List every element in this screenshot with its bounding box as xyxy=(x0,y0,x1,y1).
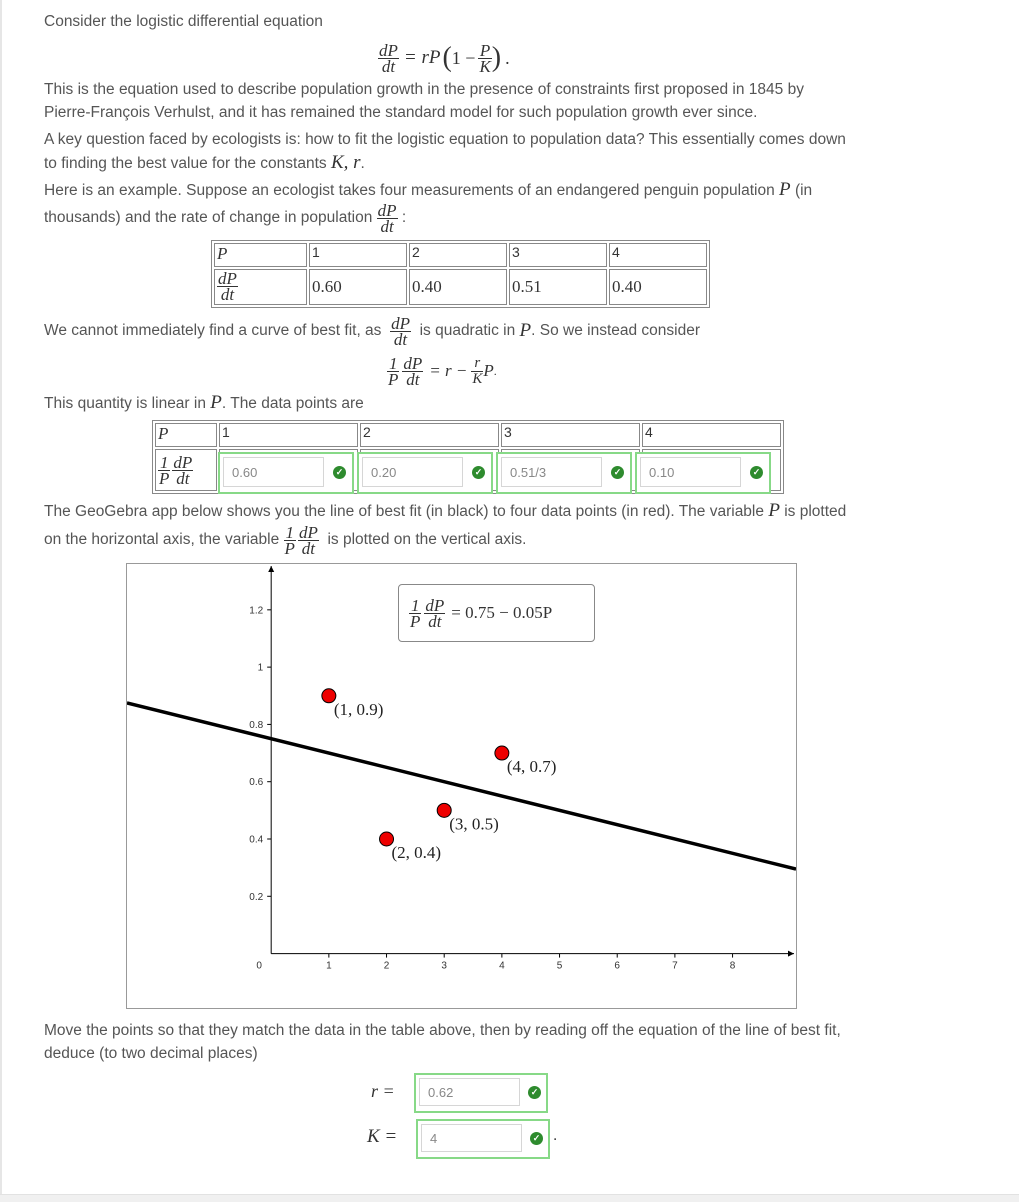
table2-p-3: 3 xyxy=(501,423,640,447)
para4: We cannot immediately find a curve of best fit, as $\frac{dP}{dt}$ is quadratic in P . So we instead consider xyxy=(44,313,701,349)
para1-line2: Pierre-François Verhulst, and it has remained the standard model for such population growth ever since. xyxy=(44,104,758,121)
answer-input-4[interactable]: 0.10 xyxy=(640,457,741,487)
logistic-equation xyxy=(378,38,510,78)
table1-p-3: 3 xyxy=(509,243,607,267)
r-answer-field xyxy=(414,1073,548,1113)
para2-line2: to finding the best value for the constants K, r. xyxy=(44,152,365,173)
eq-paren-close: ) xyxy=(491,42,502,73)
left-border xyxy=(0,0,2,1201)
x-axis-arrow xyxy=(788,951,794,957)
answer-field-4 xyxy=(635,452,771,494)
x-tick-label: 0 xyxy=(256,960,262,972)
linearized-equation: $\frac{1}{P}$ $\frac{dP}{dt}$ = r − $\frac{r}{K}$ P . xyxy=(388,353,497,389)
intro-text: Consider the logistic differential equation xyxy=(44,13,323,30)
table1-p-2: 2 xyxy=(409,243,507,267)
r-label: r = xyxy=(371,1081,395,1101)
answer-field-1 xyxy=(218,452,354,494)
table1-rate-3: 0.51 xyxy=(509,269,607,305)
point-label: (1, 0.9) xyxy=(333,699,384,719)
eq-rhs-pre: = rP xyxy=(403,47,441,68)
x-tick-label: 7 xyxy=(672,960,678,972)
answer-input-1[interactable]: 0.60 xyxy=(223,457,324,487)
table1-header-P: P xyxy=(214,243,307,267)
table1-p-4: 4 xyxy=(609,243,707,267)
eq-period: . xyxy=(505,47,510,68)
check-icon: ✓ xyxy=(333,466,346,479)
x-tick-label: 1 xyxy=(326,960,332,972)
table2-p-2: 2 xyxy=(360,423,499,447)
check-icon: ✓ xyxy=(750,466,763,479)
K-label: K = xyxy=(367,1126,398,1147)
y-axis-arrow xyxy=(268,566,274,572)
para6-line1: The GeoGebra app below shows you the line of best fit (in black) to four data points (in red). The variable P is plotted xyxy=(44,500,847,521)
geogebra-app[interactable] xyxy=(126,563,797,1009)
x-tick-label: 5 xyxy=(556,960,563,972)
answer-input-3[interactable]: 0.51/3 xyxy=(501,457,602,487)
para2-line1: A key question faced by ecologists is: how to fit the logistic equation to population data? This essentially comes down xyxy=(44,131,846,148)
x-tick-label: 2 xyxy=(383,960,390,972)
answer-field-3 xyxy=(496,452,632,494)
x-tick-label: 4 xyxy=(499,960,505,972)
best-fit-line xyxy=(127,703,796,869)
table1-rate-4: 0.40 xyxy=(609,269,707,305)
table1-header-dpdt: $\frac{dP}{dt}$ xyxy=(214,269,307,305)
table1-rate-1: 0.60 xyxy=(309,269,407,305)
table2-header-fraction: $\frac{1}{P}$ $\frac{dP}{dt}$ xyxy=(155,449,217,491)
data-table-rates xyxy=(211,240,710,308)
eq-dpdt-frac: $\frac{dP}{dt}$ xyxy=(379,40,398,76)
table1-rate-2: 0.40 xyxy=(409,269,507,305)
para5: This quantity is linear in P. The data points are xyxy=(44,392,364,413)
answer-input-2[interactable]: 0.20 xyxy=(362,457,463,487)
para7-line2: deduce (to two decimal places) xyxy=(44,1045,258,1062)
para3-line1: Here is an example. Suppose an ecologist takes four measurements of an endangered penguin population P (in xyxy=(44,179,813,200)
x-tick-label: 8 xyxy=(729,960,736,972)
table2-p-4: 4 xyxy=(642,423,781,447)
para1-line1: This is the equation used to describe population growth in the presence of constraints first proposed in 1845 by xyxy=(44,81,804,98)
y-tick-label: 1 xyxy=(257,662,264,674)
para3-line2: thousands) and the rate of change in population $\frac{dP}{dt}$ : xyxy=(44,200,407,236)
eq-one-minus: 1 − xyxy=(451,47,476,68)
K-period: . xyxy=(553,1127,558,1144)
check-icon: ✓ xyxy=(528,1086,541,1099)
point-label: (2, 0.4) xyxy=(391,842,442,862)
dpdt-frac-inline: $\frac{dP}{dt}$ xyxy=(377,200,397,236)
y-tick-label: 0.6 xyxy=(249,777,264,789)
eq-p-over-k: $\frac{P}{K}$ xyxy=(479,40,491,76)
r-input[interactable]: 0.62 xyxy=(419,1078,520,1106)
check-icon: ✓ xyxy=(611,466,624,479)
check-icon: ✓ xyxy=(530,1132,543,1145)
x-tick-label: 3 xyxy=(441,960,447,972)
table1-p-1: 1 xyxy=(309,243,407,267)
y-tick-label: 0.8 xyxy=(249,719,264,731)
y-tick-label: 0.4 xyxy=(249,834,264,846)
eq-paren-open: ( xyxy=(442,42,452,73)
point-label: (3, 0.5) xyxy=(449,814,499,834)
y-tick-label: 0.2 xyxy=(249,891,264,903)
constants-k-r: K, r xyxy=(330,152,361,173)
K-input[interactable]: 4 xyxy=(421,1124,522,1152)
y-tick-label: 1.2 xyxy=(249,605,264,617)
answer-field-2 xyxy=(357,452,493,494)
point-label: (4, 0.7) xyxy=(506,757,557,777)
K-answer-field xyxy=(416,1119,550,1159)
best-fit-equation-box: $\frac{1}{P}$ $\frac{dP}{dt}$ = 0.75 − 0.05P xyxy=(398,584,595,642)
table2-header-P: P xyxy=(155,423,217,447)
para6-line2: on the horizontal axis, the variable $\frac{1}{P}$ $\frac{dP}{dt}$ is plotted on the vertical axis. xyxy=(44,522,527,558)
x-tick-label: 6 xyxy=(614,960,620,972)
para7-line1: Move the points so that they match the data in the table above, then by reading off the equation of the line of best fit, xyxy=(44,1022,841,1039)
table2-p-1: 1 xyxy=(219,423,358,447)
check-icon: ✓ xyxy=(472,466,485,479)
